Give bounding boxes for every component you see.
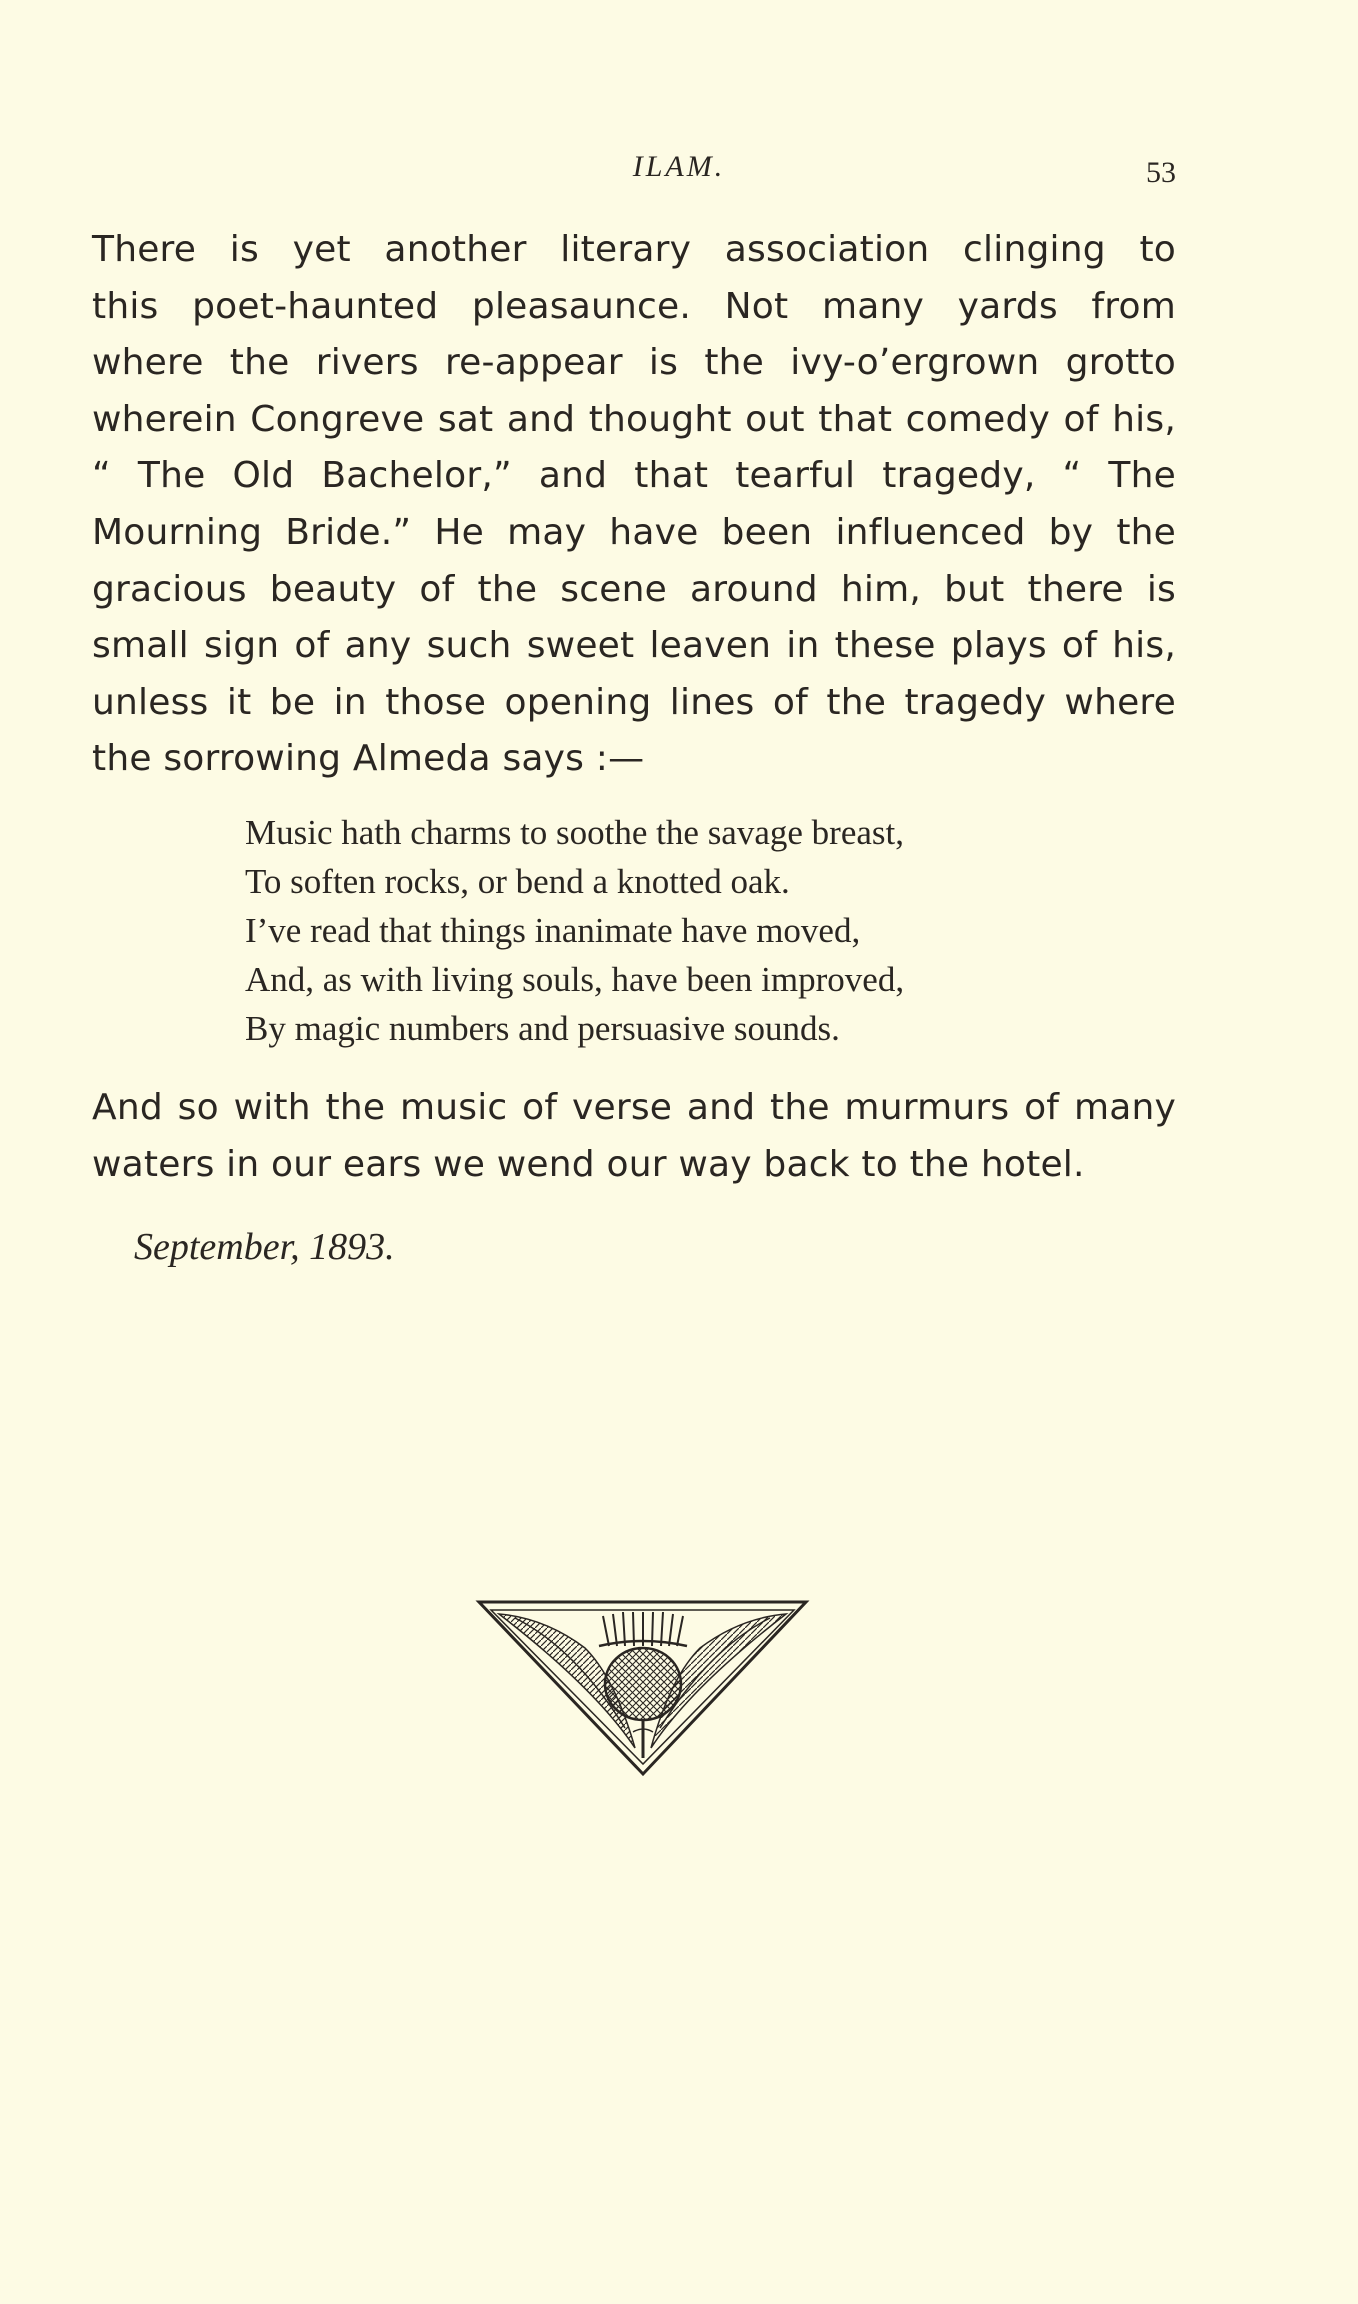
paragraph-line: small sign of any such sweet leaven in these plays of his, xyxy=(92,625,1176,667)
running-head xyxy=(0,150,1358,190)
paragraph-line: waters in our ears we wend our way back to the hotel. xyxy=(92,1143,1085,1185)
paragraph-line: gracious beauty of the scene around him, but there is xyxy=(92,568,1176,610)
paragraph-congreve xyxy=(92,222,1176,788)
verse-line: Music hath charms to soothe the savage breast, xyxy=(245,813,904,852)
verse-line: By magic numbers and persuasive sounds. xyxy=(245,1009,840,1048)
dateline: September, 1893. xyxy=(134,1226,395,1268)
verse-quotation xyxy=(245,808,1145,1053)
paragraph-line: wherein Congreve sat and thought out that comedy of his, xyxy=(92,398,1176,440)
paragraph-return xyxy=(92,1080,1176,1193)
thistle-tailpiece-icon xyxy=(475,1598,810,1778)
paragraph-line: And so with the music of verse and the murmurs of many xyxy=(92,1087,1176,1128)
verse-line: And, as with living souls, have been improved, xyxy=(245,960,905,999)
page-number: 53 xyxy=(1146,156,1176,189)
paragraph-line: the sorrowing Almeda says :— xyxy=(92,738,645,780)
paragraph-line: unless it be in those opening lines of the tragedy where xyxy=(92,681,1176,723)
verse-line: To soften rocks, or bend a knotted oak. xyxy=(245,862,790,901)
running-title: ILAM. xyxy=(632,150,726,183)
paragraph-line: where the rivers re-appear is the ivy-o’ergrown grotto xyxy=(92,342,1176,384)
paragraph-line: this poet-haunted pleasaunce. Not many yards from xyxy=(92,285,1176,327)
paragraph-line: Mourning Bride.” He may have been influenced by the xyxy=(92,511,1176,553)
paragraph-line: There is yet another literary association clinging to xyxy=(92,229,1176,270)
paragraph-line: “ The Old Bachelor,” and that tearful tragedy, “ The xyxy=(92,455,1176,497)
verse-line: I’ve read that things inanimate have moved, xyxy=(245,911,861,950)
